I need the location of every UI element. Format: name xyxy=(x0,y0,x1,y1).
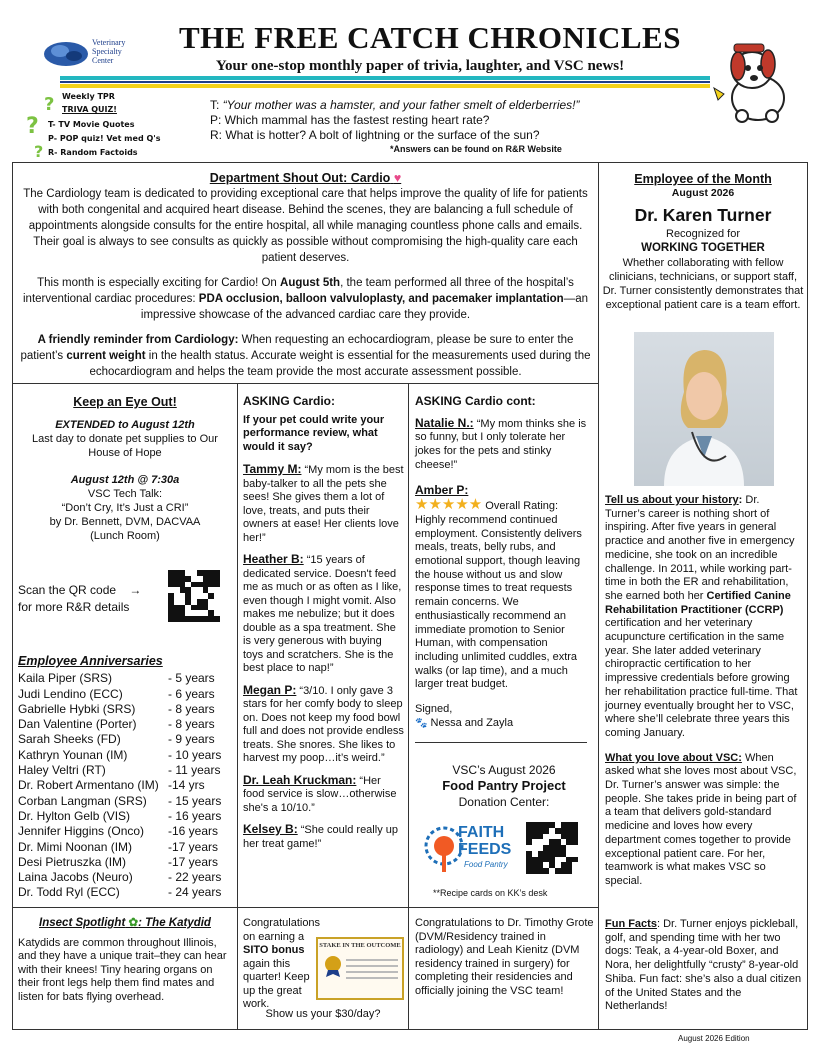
natalie-entry: Natalie N.: “My mom thinks she is so funny, but I only tolerate her jokes for the pets and stinky cheese!” xyxy=(415,415,587,471)
anniversary-name: Sarah Sheeks (FD) xyxy=(18,732,121,747)
anniversary-name: Dr. Robert Armentano (IM) xyxy=(18,778,159,793)
anniversary-row xyxy=(18,885,232,900)
anniversary-row xyxy=(18,732,232,747)
anniversary-row xyxy=(18,702,232,717)
header-rule xyxy=(60,76,710,88)
asking-entry-text: “15 years of dedicated service. Doesn't feed me as much or as often as I like, even though I might vomit. Also makes me nebulize; but it does double as a spa treatment. She is very generous with buying toys and scratchers. She is the best place to nap!” xyxy=(243,554,402,674)
dog-mascot-icon xyxy=(712,36,798,128)
eom-name: Dr. Karen Turner xyxy=(634,205,772,225)
asking-entry-text: “She could really up her treat game!” xyxy=(243,824,398,850)
anniversary-name: Haley Veltri (RT) xyxy=(18,763,106,778)
anniversary-years: - 24 years xyxy=(168,885,222,900)
food-pantry-text: Food Pantry xyxy=(464,860,508,869)
feeds-text: FEEDS xyxy=(458,841,512,858)
legend-p: P- POP quiz! Vet med Q's xyxy=(48,134,161,143)
question-mark-icon: ? xyxy=(34,142,44,161)
amber-entry: Amber P: ★★★★★ Overall Rating: Highly recommend continued employment. Consistently delivers meals, treats, belly rubs, and emotional support, though leaving the house without us and slow response times to treat requests remain concerns. We enthusiastically recommend an immediate promotion to Senior Human, with compensation including unlimited cuddles, extra walks (or lap time), and a much larger treat budget. xyxy=(415,482,582,691)
anniversary-years: - 5 years xyxy=(168,671,215,686)
anniversary-row xyxy=(18,687,232,702)
anniversary-row xyxy=(18,748,232,763)
logo-line-3: Center xyxy=(92,56,114,65)
qr-code-rr[interactable] xyxy=(168,570,220,622)
anniversary-name: Judi Lendino (ECC) xyxy=(18,686,123,701)
anniversary-row xyxy=(18,717,232,732)
anniversary-years: - 8 years xyxy=(168,701,215,716)
shoutout-para-1: The Cardiology team is dedicated to providing exceptional care that helps improve the quality of life for patients with both congenital and acquired heart disease. Behind the scenes, they are balancing a full schedule of appointments alongside consults for the entire hospital, all while managing countless phone calls and emails. Their goal is always to see consults as quickly as possible without compromising the high-quality care each patient deserves. xyxy=(23,188,588,264)
trivia-t: T: “Your mother was a hamster, and your father smelt of elderberries!” xyxy=(210,98,580,112)
signed: Signed, xyxy=(415,703,453,716)
sito-cta: Show us your $30/day? xyxy=(265,1008,381,1020)
tech-talk-line-3: by Dr. Bennett, DVM, DACVAA xyxy=(49,516,201,528)
asking-title: ASKING Cardio: xyxy=(243,394,336,408)
shoutout-title: Department Shout Out: Cardio ♥ xyxy=(209,171,402,185)
certificate-title: STAKE IN THE OUTCOME xyxy=(319,942,401,949)
anniversary-row xyxy=(18,824,232,839)
katydid-icon: ✿ xyxy=(128,917,139,929)
asking-question: If your pet could write your performance review, what would it say? xyxy=(243,413,385,453)
anniversary-years: -17 years xyxy=(168,839,219,854)
asking-entry xyxy=(243,684,405,766)
anniversary-name: Kaila Piper (SRS) xyxy=(18,671,113,686)
eom-history: Tell us about your history: Dr. Turner’s career is nothing short of inspiring. After five years in general practice and another five in emergency medicine, she took on an incredible challenge. In 2011, while working part-time in both the ER and rehabilitation, she earned both her Certified Canine Rehabilitation Practitioner (CCRP) certification and her veterinary acupuncture certification in the same year. She later added veterinary chiropractic certification to her impressive credentials before growing her rehabilitation practice full-time. That journey eventually brought her to VSC, where she’ll celebrate three years this coming January. xyxy=(605,494,798,739)
shoutout-para-2: This month is especially exciting for Cardio! On August 5th, the team performed all three of the hospital’s interventional cardiac procedures: PDA occlusion, balloon valvuloplasty, and pacemaker implantation—an impressive showcase of the advanced cardiac care they provide. xyxy=(23,277,588,321)
logo-line-1: Veterinary xyxy=(92,38,126,47)
anniversary-row xyxy=(18,794,232,809)
trivia-note: *Answers can be found on R&R Website xyxy=(390,144,562,154)
asking-entry xyxy=(243,774,405,816)
scan-line-2: for more R&R details xyxy=(18,600,130,614)
page-subtitle: Your one-stop monthly paper of trivia, laughter, and VSC news! xyxy=(215,58,625,74)
eom-theme: WORKING TOGETHER xyxy=(641,242,765,254)
anniversary-name: Kathryn Younan (IM) xyxy=(18,747,128,762)
tech-talk-line-2: “Don’t Cry, It’s Just a CRI” xyxy=(61,502,189,514)
logo-line-2: Specialty xyxy=(92,47,122,56)
anniversary-row xyxy=(18,809,232,824)
anniversary-name: Corban Langman (SRS) xyxy=(18,793,147,808)
tech-talk-line-1: VSC Tech Talk: xyxy=(87,488,163,500)
pantry-line-1: VSC’s August 2026 xyxy=(452,763,556,777)
eye-out-title: Keep an Eye Out! xyxy=(73,395,177,409)
employee-photo xyxy=(634,332,774,486)
anniversary-name: Dan Valentine (Porter) xyxy=(18,717,137,732)
anniversary-years: - 11 years xyxy=(168,763,221,778)
page-title: THE FREE CATCH CHRONICLES xyxy=(179,20,681,55)
anniversary-years: -14 yrs xyxy=(168,778,205,793)
anniversary-years: - 6 years xyxy=(168,686,215,701)
anniversary-name: Dr. Hylton Gelb (VIS) xyxy=(18,808,131,823)
tech-talk-date: August 12th @ 7:30a xyxy=(70,474,180,486)
anniversaries-list xyxy=(18,671,232,900)
sito-text: Congratulations on earning a SITO bonus again this quarter! Keep up the great work. xyxy=(243,917,321,1010)
asking-entry-text: “My mom is the best baby-talker to all the pets she sees! She gives them a lot of love, treats, and puts their owners at ease! Her clients love her!” xyxy=(243,464,404,544)
anniversary-years: - 15 years xyxy=(168,793,222,808)
asking-entry-name: Dr. Leah Kruckman: xyxy=(243,772,357,787)
question-mark-icon: ? xyxy=(26,114,39,139)
eye-out-extended: EXTENDED to August 12th xyxy=(55,419,195,431)
anniversary-name: Desi Pietruszka (IM) xyxy=(18,854,127,869)
insect-title: Insect Spotlight ✿: The Katydid xyxy=(39,917,211,929)
pantry-line-2: Food Pantry Project xyxy=(442,778,566,793)
trivia-legend xyxy=(24,90,184,160)
anniversary-years: - 9 years xyxy=(168,732,215,747)
eom-love: What you love about VSC: When asked what she loves most about VSC, Dr. Turner’s answer was simple: the people. She takes pride in being part of a team that delivers gold-standard medicine and loves how every department comes together to provide exceptional patient care. For her, teamwork is what makes VSC so special. xyxy=(605,751,797,887)
anniversary-years: - 16 years xyxy=(168,808,222,823)
trivia-box xyxy=(210,98,650,155)
asking-entry-text: “3/10. I only gave 3 stars for her comfy body to sleep on. Does not keep my food bowl full and does not provide endless treats. She snores. She likes to harvest my poop…it’s weird.” xyxy=(243,684,404,764)
eom-header: Employee of the Month xyxy=(634,172,772,186)
anniversary-row xyxy=(18,855,232,870)
anniversary-name: Dr. Todd Ryl (ECC) xyxy=(18,885,120,900)
asking-entry xyxy=(243,823,405,851)
five-star-icon: ★★★★★ xyxy=(415,495,483,514)
anniversary-row xyxy=(18,763,232,778)
question-mark-icon: ? xyxy=(44,94,55,115)
asking-entry-text: “Her food service is slow…otherwise she's a 10/10.” xyxy=(243,774,397,814)
signers: 🐾 Nessa and Zayla xyxy=(415,716,514,729)
anniversary-years: -17 years xyxy=(168,854,219,869)
trivia-p: P: Which mammal has the fastest resting heart rate? xyxy=(210,113,490,127)
pantry-line-3: Donation Center: xyxy=(458,795,550,809)
anniversary-name: Gabrielle Hybki (SRS) xyxy=(18,701,136,716)
tech-talk-line-4: (Lunch Room) xyxy=(90,530,160,542)
eom-recognized: Recognized for xyxy=(666,228,740,240)
person-icon xyxy=(634,332,774,486)
eye-out-extended-text: Last day to donate pet supplies to Our House of Hope xyxy=(32,433,218,459)
anniversary-row xyxy=(18,778,232,793)
edition-footer: August 2026 Edition xyxy=(678,1034,750,1043)
heart-icon: ♥ xyxy=(393,171,402,185)
faith-text: FAITH xyxy=(458,824,505,841)
vsc-logo xyxy=(42,34,152,70)
anniversary-name: Dr. Mimi Noonan (IM) xyxy=(18,839,133,854)
sito-certificate xyxy=(316,937,404,1000)
shoutout-para-3: A friendly reminder from Cardiology: When requesting an echocardiogram, please be sure to enter the patient’s current weight in the health status. Accurate weight is essential for the measurements used during the echocardiogram and helps the team provide the most accurate assessment possible. xyxy=(20,334,591,378)
asking-entries xyxy=(243,463,405,851)
eom-blurb: Whether collaborating with fellow clinicians, technicians, or support staff, Dr. Turner consistently demonstrates that exceptional patient care is a team effort. xyxy=(602,257,804,311)
eom-date: August 2026 xyxy=(671,187,735,199)
legend-line-1: Weekly TPR xyxy=(62,92,115,101)
asking-entry xyxy=(243,463,405,545)
recipe-note: **Recipe cards on KK’s desk xyxy=(433,888,548,898)
paw-icon: 🐾 xyxy=(415,717,428,729)
asking-cont-title: ASKING Cardio cont: xyxy=(415,394,536,408)
asking-entry xyxy=(243,553,405,676)
scan-line-1: Scan the QR code → xyxy=(18,583,142,597)
eom-fun-facts: Fun Facts: Dr. Turner enjoys pickleball, golf, and spending time with her two dogs: Teak, a 4-year-old Boxer, and Nora, her delightfully “crusty” 8-year-old Shiba. Fun fact: she’s also a dual citizen of the United States and the Netherlands! xyxy=(605,918,802,1013)
legend-line-2: TRIVA QUIZ! xyxy=(62,105,117,114)
anniversary-years: - 8 years xyxy=(168,717,215,732)
legend-r: R- Random Factoids xyxy=(48,148,138,157)
asking-entry-name: Tammy M: xyxy=(243,462,302,476)
anniversary-years: - 10 years xyxy=(168,747,222,762)
anniversary-name: Laina Jacobs (Neuro) xyxy=(18,870,133,885)
anniversary-years: - 22 years xyxy=(168,870,222,885)
asking-entry-name: Heather B: xyxy=(243,552,304,566)
qr-code-pantry[interactable] xyxy=(526,822,578,874)
anniversary-row xyxy=(18,870,232,885)
arrow-right-icon: → xyxy=(129,583,142,597)
insect-text: Katydids are common throughout Illinois, and they have a unique trait–they can hear with their knees! Tiny hearing organs on their front legs help them find mates and listen for bats flying overhead. xyxy=(18,936,227,1003)
anniversaries-title: Employee Anniversaries xyxy=(18,654,163,668)
anniversary-row xyxy=(18,840,232,855)
anniversary-row xyxy=(18,671,232,686)
trivia-r: R: What is hotter? A bolt of lightning or the surface of the sun? xyxy=(210,128,540,142)
asking-entry-name: Megan P: xyxy=(243,682,297,697)
anniversary-years: -16 years xyxy=(168,824,219,839)
legend-t: T- TV Movie Quotes xyxy=(48,120,135,129)
paw-logo-icon xyxy=(42,36,90,68)
faith-feeds-logo xyxy=(424,818,524,878)
asking-entry-name: Kelsey B: xyxy=(243,822,298,836)
anniversary-name: Jennifer Higgins (Onco) xyxy=(18,824,145,839)
medal-icon xyxy=(324,955,342,977)
congrats-text: Congratulations to Dr. Timothy Grote (DVM/Residency trained in radiology) and Leah Kienitz (DVM residency trained in surgery) for completing their residencies and officially joining the VSC team! xyxy=(415,917,594,997)
